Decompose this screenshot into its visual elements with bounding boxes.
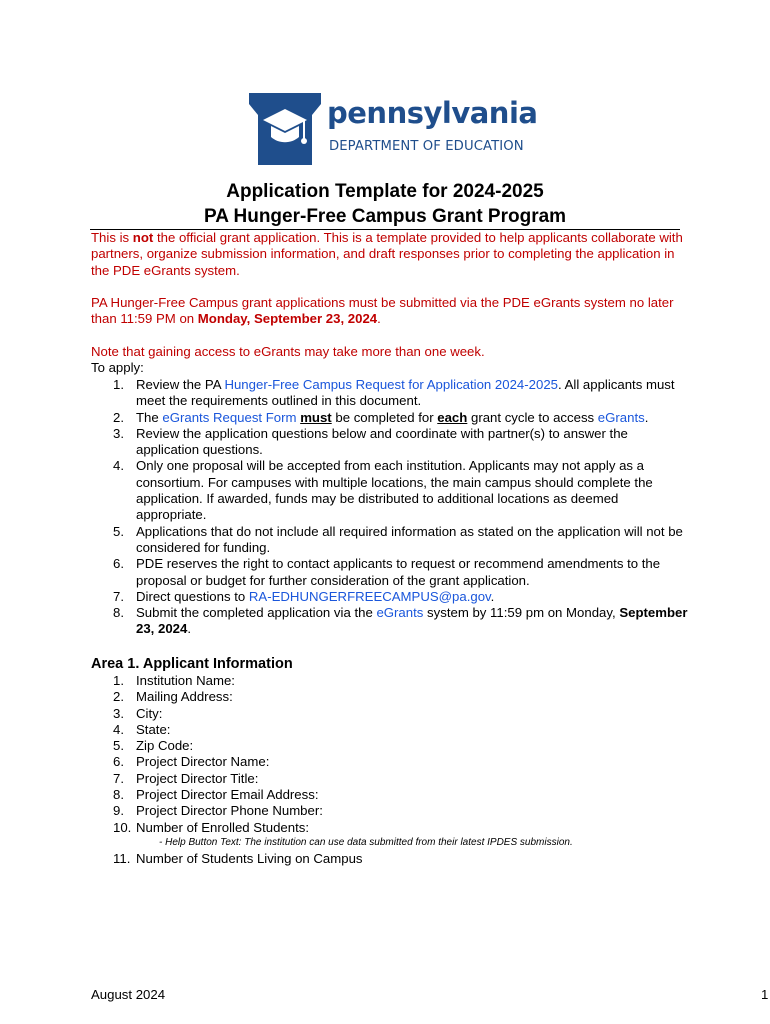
keystone-graduation-cap-icon [249,93,321,165]
list-item: 5. Zip Code: [113,738,194,754]
page-subtitle: PA Hunger-Free Campus Grant Program [203,206,567,227]
pde-logo [249,93,549,165]
egrants-request-form-link[interactable]: eGrants Request Form [162,409,297,425]
page-title: Application Template for 2024-2025 [226,181,544,202]
list-item: 7. Direct questions to RA-EDHUNGERFREECAMPUS@pa.gov. [113,588,495,604]
apply-steps-list [91,377,691,638]
egrants-link[interactable]: eGrants [376,605,424,621]
field-label: Mailing Address: [136,689,233,705]
list-item: 11. Number of Students Living on Campus [113,851,363,866]
list-item: 1. Review the PA Hunger-Free Campus Request for Application 2024-2025. All applicants must meet the requirements outlined in this document. [113,377,675,409]
logo-department: DEPARTMENT OF EDUCATION [329,139,524,154]
field-label: Project Director Name: [136,754,270,770]
list-item: 4. State: [113,721,171,737]
list-item: 8. Project Director Email Address: [113,787,319,803]
field-label: Project Director Email Address: [136,787,319,803]
intro-paragraph-1: This is not the official grant application. This is a template provided to help applicants collaborate with partners, organize submission information, and draft responses prior to completing the application in the PDE eGrants system. [91,230,683,278]
list-item: 2. The eGrants Request Form must be completed for each grant cycle to access eGrants. [113,409,649,425]
list-item: 4. Only one proposal will be accepted from each institution. Applicants may not apply as a consortium. For campuses with multiple locations, the main campus should complete the application. If awarded, funds may be distributed to additional locations as deemed appropriate. [113,458,653,523]
list-item: 8. Submit the completed application via the eGrants system by 11:59 pm on Monday, September 23, 2024. [113,605,688,637]
list-item: 6. PDE reserves the right to contact applicants to request or recommend amendments to the proposal or budget for further consideration of the grant application. [113,556,661,588]
applicant-info-list-continued [91,851,691,867]
field-label: Institution Name: [136,673,235,688]
field-label: Project Director Title: [136,770,259,786]
area-1-heading: Area 1. Applicant Information [91,656,293,672]
field-label: City: [136,705,163,721]
field-label: Project Director Phone Number: [136,803,323,819]
help-button-text: - Help Button Text: The institution can use data submitted from their latest IPDES submission. [159,837,573,848]
list-item: 10. Number of Enrolled Students: [113,819,309,835]
list-item: 9. Project Director Phone Number: [113,803,323,819]
list-item: 5. Applications that do not include all required information as stated on the application will not be considered for funding. [113,523,683,555]
list-item: 3. Review the application questions below and coordinate with partner(s) to answer the application questions. [113,425,628,458]
list-item: 3. City: [113,705,163,721]
intro-paragraph-2: PA Hunger-Free Campus grant applications must be submitted via the PDE eGrants system no later than 11:59 PM on Monday, September 23, 2024. [91,295,674,327]
field-label: Number of Enrolled Students: [136,819,309,835]
field-label: Zip Code: [136,738,194,754]
footer-date: August 2024 [91,987,166,1002]
to-apply-label: To apply: [91,360,144,375]
page-number: 1 [761,987,769,1002]
access-note: Note that gaining access to eGrants may take more than one week. [91,344,485,359]
list-item: 2. Mailing Address: [113,689,233,705]
rfa-link[interactable]: Hunger-Free Campus Request for Application 2024-2025 [224,377,558,392]
list-item: 7. Project Director Title: [113,770,259,786]
egrants-link[interactable]: eGrants [597,409,645,425]
list-item: 1. Institution Name: [113,673,235,688]
applicant-info-list [91,673,691,836]
list-item: 6. Project Director Name: [113,754,270,770]
logo-wordmark: pennsylvania [327,96,538,130]
contact-email-link[interactable]: RA-EDHUNGERFREECAMPUS@pa.gov [248,588,491,604]
field-label: State: [136,721,171,737]
